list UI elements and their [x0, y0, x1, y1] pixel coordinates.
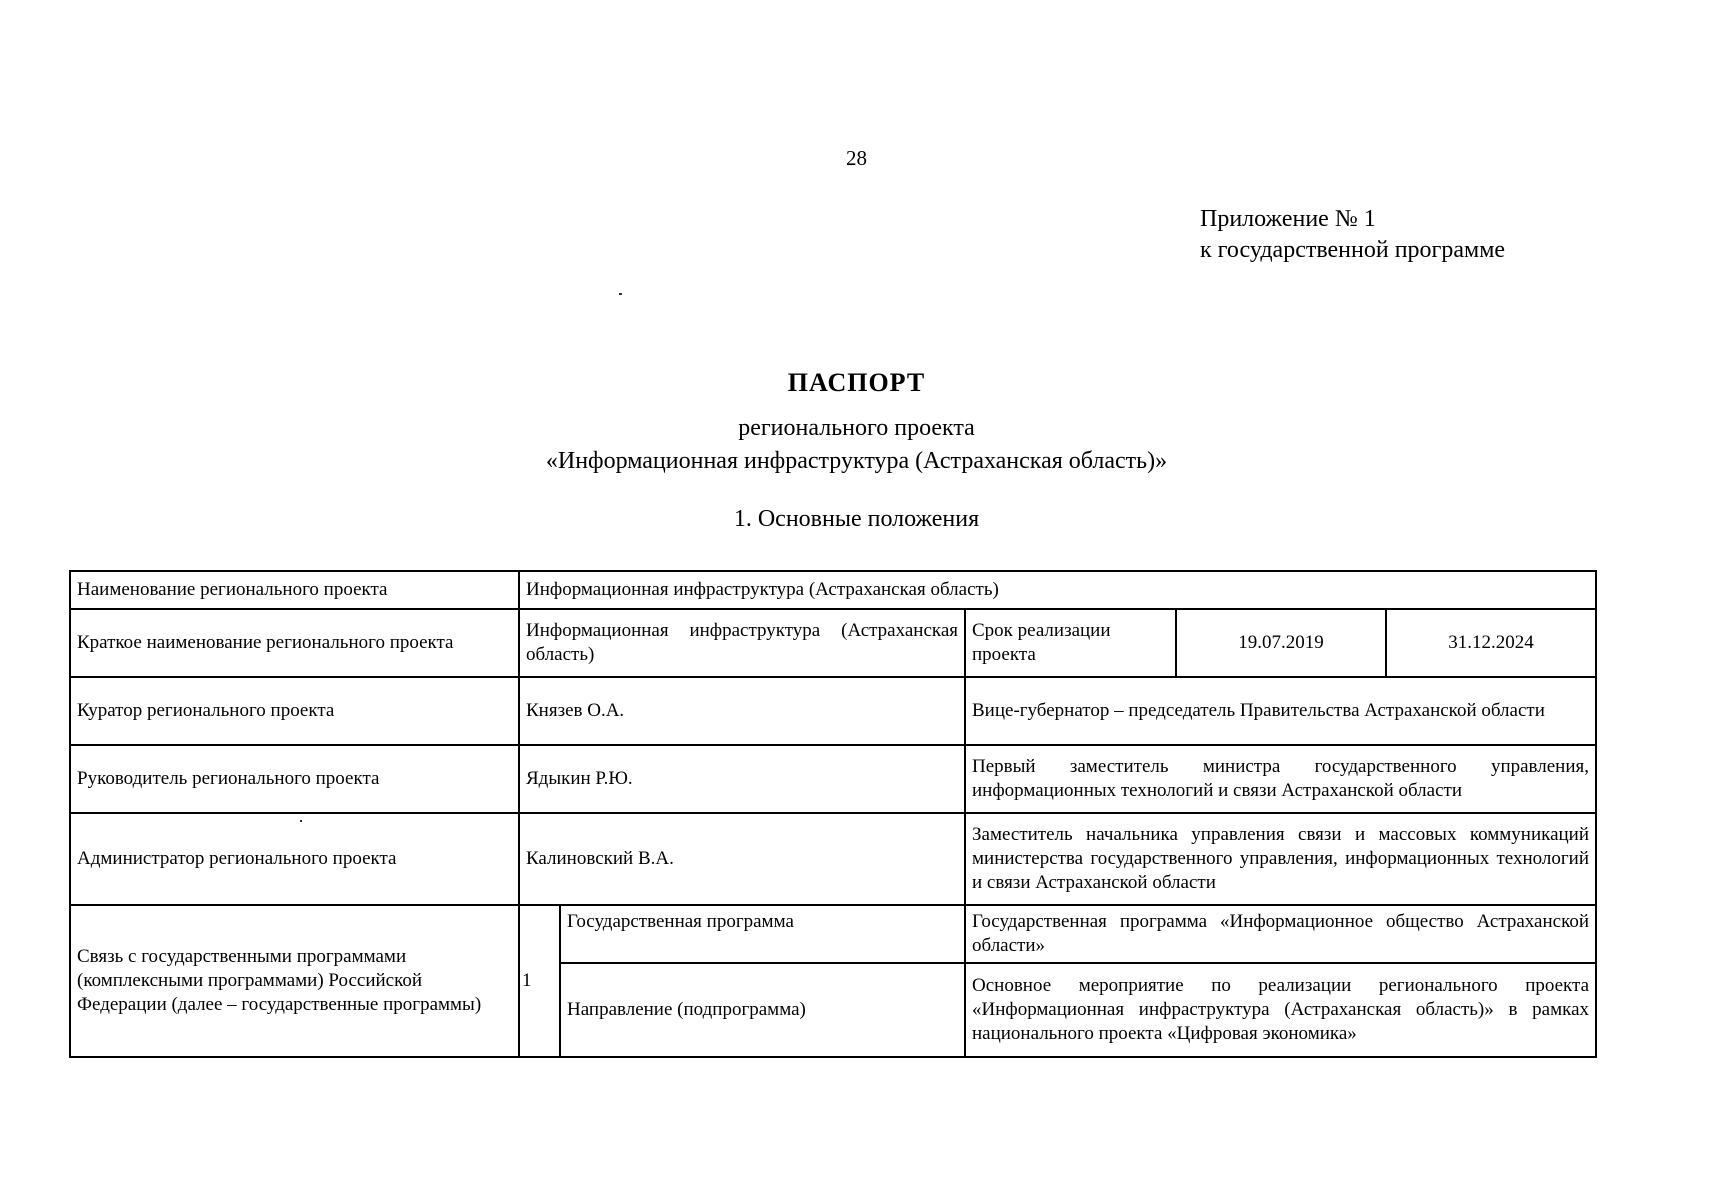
short-name-value: Информационная инфраструктура (Астраханская область) [519, 609, 965, 677]
start-date: 19.07.2019 [1176, 609, 1386, 677]
passport-table [69, 570, 1597, 1058]
head-name: Ядыкин Р.Ю. [519, 745, 965, 813]
scan-speck [300, 820, 302, 822]
appendix-line-2: к государственной программе [1200, 237, 1506, 263]
term-label: Срок реализации проекта [965, 609, 1176, 677]
head-position: Первый заместитель министра государственного управления, информационных технологий и связи Астраханской области [965, 745, 1596, 813]
table-row [70, 813, 1596, 905]
link-number: 1 [519, 905, 560, 1057]
curator-position: Вице-губернатор – председатель Правительства Астраханской области [965, 677, 1596, 745]
link-label: Связь с государственными программами (комплексными программами) Российской Федерации (далее – государственные программы) [70, 905, 519, 1057]
program-value: Государственная программа «Информационное общество Астраханской области» [965, 905, 1596, 963]
appendix-note [1200, 204, 1505, 266]
direction-label: Направление (подпрограмма) [560, 963, 965, 1057]
subtitle-line-1: регионального проекта [738, 415, 975, 441]
scan-speck [619, 293, 622, 295]
name-value: Информационная инфраструктура (Астраханская область) [519, 571, 1596, 609]
section-title: 1. Основные положения [733, 506, 980, 532]
program-label: Государственная программа [560, 905, 965, 963]
document-title: ПАСПОРТ [787, 368, 926, 397]
curator-label: Куратор регионального проекта [70, 677, 519, 745]
document-subtitle [0, 412, 1713, 478]
curator-name: Князев О.А. [519, 677, 965, 745]
admin-name: Калиновский В.А. [519, 813, 965, 905]
direction-value: Основное мероприятие по реализации регионального проекта «Информационная инфраструктура (Астраханская область)» в рамках национального проекта «Цифровая экономика» [965, 963, 1596, 1057]
head-label: Руководитель регионального проекта [70, 745, 519, 813]
table-row [70, 609, 1596, 677]
table-row [70, 571, 1596, 609]
admin-label: Администратор регионального проекта [70, 813, 519, 905]
name-label: Наименование регионального проекта [70, 571, 519, 609]
appendix-line-1: Приложение № 1 [1200, 206, 1376, 232]
table-row [70, 677, 1596, 745]
short-name-label: Краткое наименование регионального проекта [70, 609, 519, 677]
end-date: 31.12.2024 [1386, 609, 1596, 677]
table-row [70, 905, 1596, 963]
page-number: 28 [846, 146, 867, 170]
admin-position: Заместитель начальника управления связи и массовых коммуникаций министерства государственного управления, информационных технологий и связи Астраханской области [965, 813, 1596, 905]
table-row [70, 745, 1596, 813]
subtitle-line-2: «Информационная инфраструктура (Астраханская область)» [545, 448, 1168, 474]
